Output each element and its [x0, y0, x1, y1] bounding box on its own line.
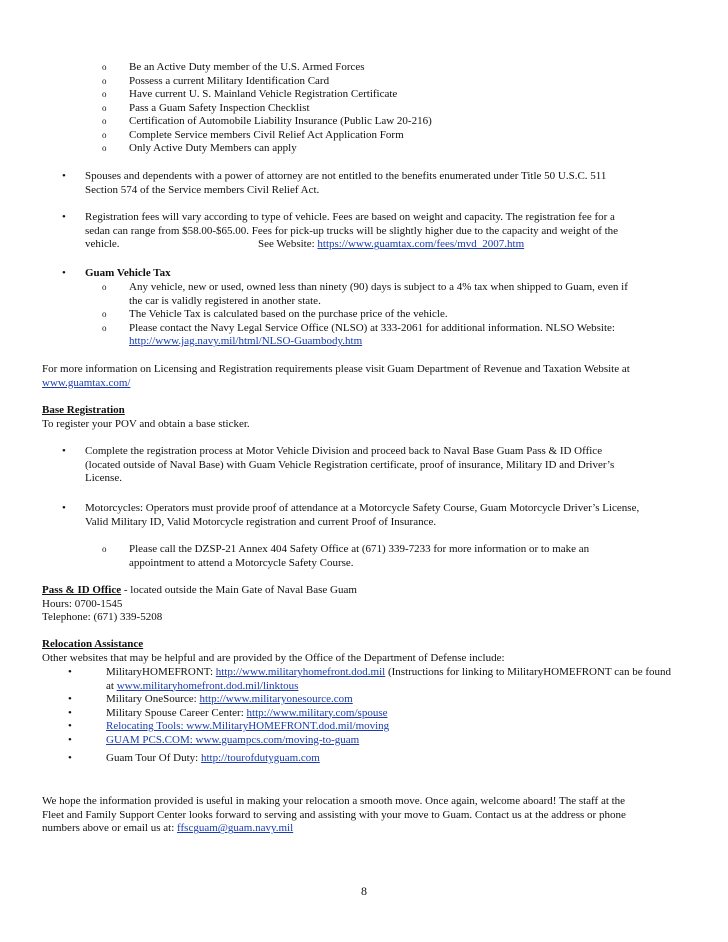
guamtax-link[interactable]: www.guamtax.com/: [42, 376, 131, 389]
circle-bullet-icon: o: [102, 116, 107, 126]
spouse-career-link[interactable]: http://www.military.com/spouse: [246, 706, 388, 719]
pass-id-heading: Pass & ID Office: [42, 584, 122, 596]
circle-bullet-icon: o: [102, 129, 107, 140]
circle-bullet-icon: o: [102, 143, 107, 153]
relocation-heading: Relocation Assistance: [42, 638, 144, 650]
more-info-paragraph: For more information on Licensing and Registration requirements please visit Guam Department of Revenue and Taxation Website at www.guamtax.com/: [42, 363, 630, 389]
bullet-icon: •: [62, 445, 66, 457]
circle-bullet-icon: o: [102, 282, 107, 292]
email-link[interactable]: ffscguam@guam.navy.mil: [177, 822, 294, 835]
circle-bullet-icon: o: [102, 75, 107, 86]
relocating-tools-link[interactable]: Relocating Tools: www.MilitaryHOMEFRONT.dod.mil/moving: [106, 720, 390, 732]
base-registration-heading: Base Registration: [42, 404, 125, 416]
bullet-icon: •: [68, 720, 72, 732]
bullet-icon: •: [62, 211, 66, 223]
guamtax-fees-link[interactable]: https://www.guamtax.com/fees/mvd_2007.htm: [317, 238, 525, 251]
bullet-icon: •: [62, 502, 66, 514]
tour-of-duty-link[interactable]: http://tourofdutyguam.com: [200, 752, 320, 764]
circle-bullet-icon: o: [102, 309, 107, 319]
bullet-icon: •: [68, 706, 72, 719]
circle-bullet-icon: o: [102, 89, 107, 99]
bullet-icon: •: [68, 733, 72, 746]
closing-paragraph: We hope the information provided is useful in making your relocation a smooth move. Once again, welcome aboard! The staff at the Fleet and Family Support Center looks forward to serving and assisting with your move to Guam. Contact us at the address or phone numbers above or email us at: ffscguam@guam.navy.mil: [42, 795, 626, 835]
circle-bullet-icon: o: [102, 102, 107, 113]
bullet-icon: •: [68, 752, 72, 764]
bullet-icon: •: [62, 170, 66, 182]
circle-bullet-icon: o: [102, 322, 107, 333]
page-number: 8: [361, 884, 367, 898]
bullet-icon: •: [68, 693, 72, 705]
militaryonesource-link[interactable]: http://www.militaryonesource.com: [199, 693, 353, 705]
nlso-link[interactable]: http://www.jag.navy.mil/html/NLSO-Guambody.htm: [129, 335, 363, 347]
linktous-link[interactable]: www.militaryhomefront.dod.mil/linktous: [116, 679, 299, 692]
circle-bullet-icon: o: [102, 62, 107, 72]
guampcs-link[interactable]: GUAM PCS.COM: www.guampcs.com/moving-to-guam: [106, 733, 360, 746]
relocation-section: Relocation Assistance Other websites that may be helpful and are provided by the Office of the Department of Defense include:: [42, 638, 505, 664]
bullet-icon: •: [68, 666, 72, 678]
bullet-icon: •: [62, 267, 66, 279]
vehicle-tax-title: Guam Vehicle Tax: [85, 267, 171, 279]
militaryhomefront-link[interactable]: http://www.militaryhomefront.dod.mil: [215, 666, 386, 678]
pass-id-section: Pass & ID Office - located outside the Main Gate of Naval Base Guam Hours: 0700-1545 Telephone: (671) 339-5208: [42, 584, 357, 624]
circle-bullet-icon: o: [102, 544, 107, 554]
base-registration-section: Base Registration To register your POV and obtain a base sticker.: [42, 404, 250, 430]
